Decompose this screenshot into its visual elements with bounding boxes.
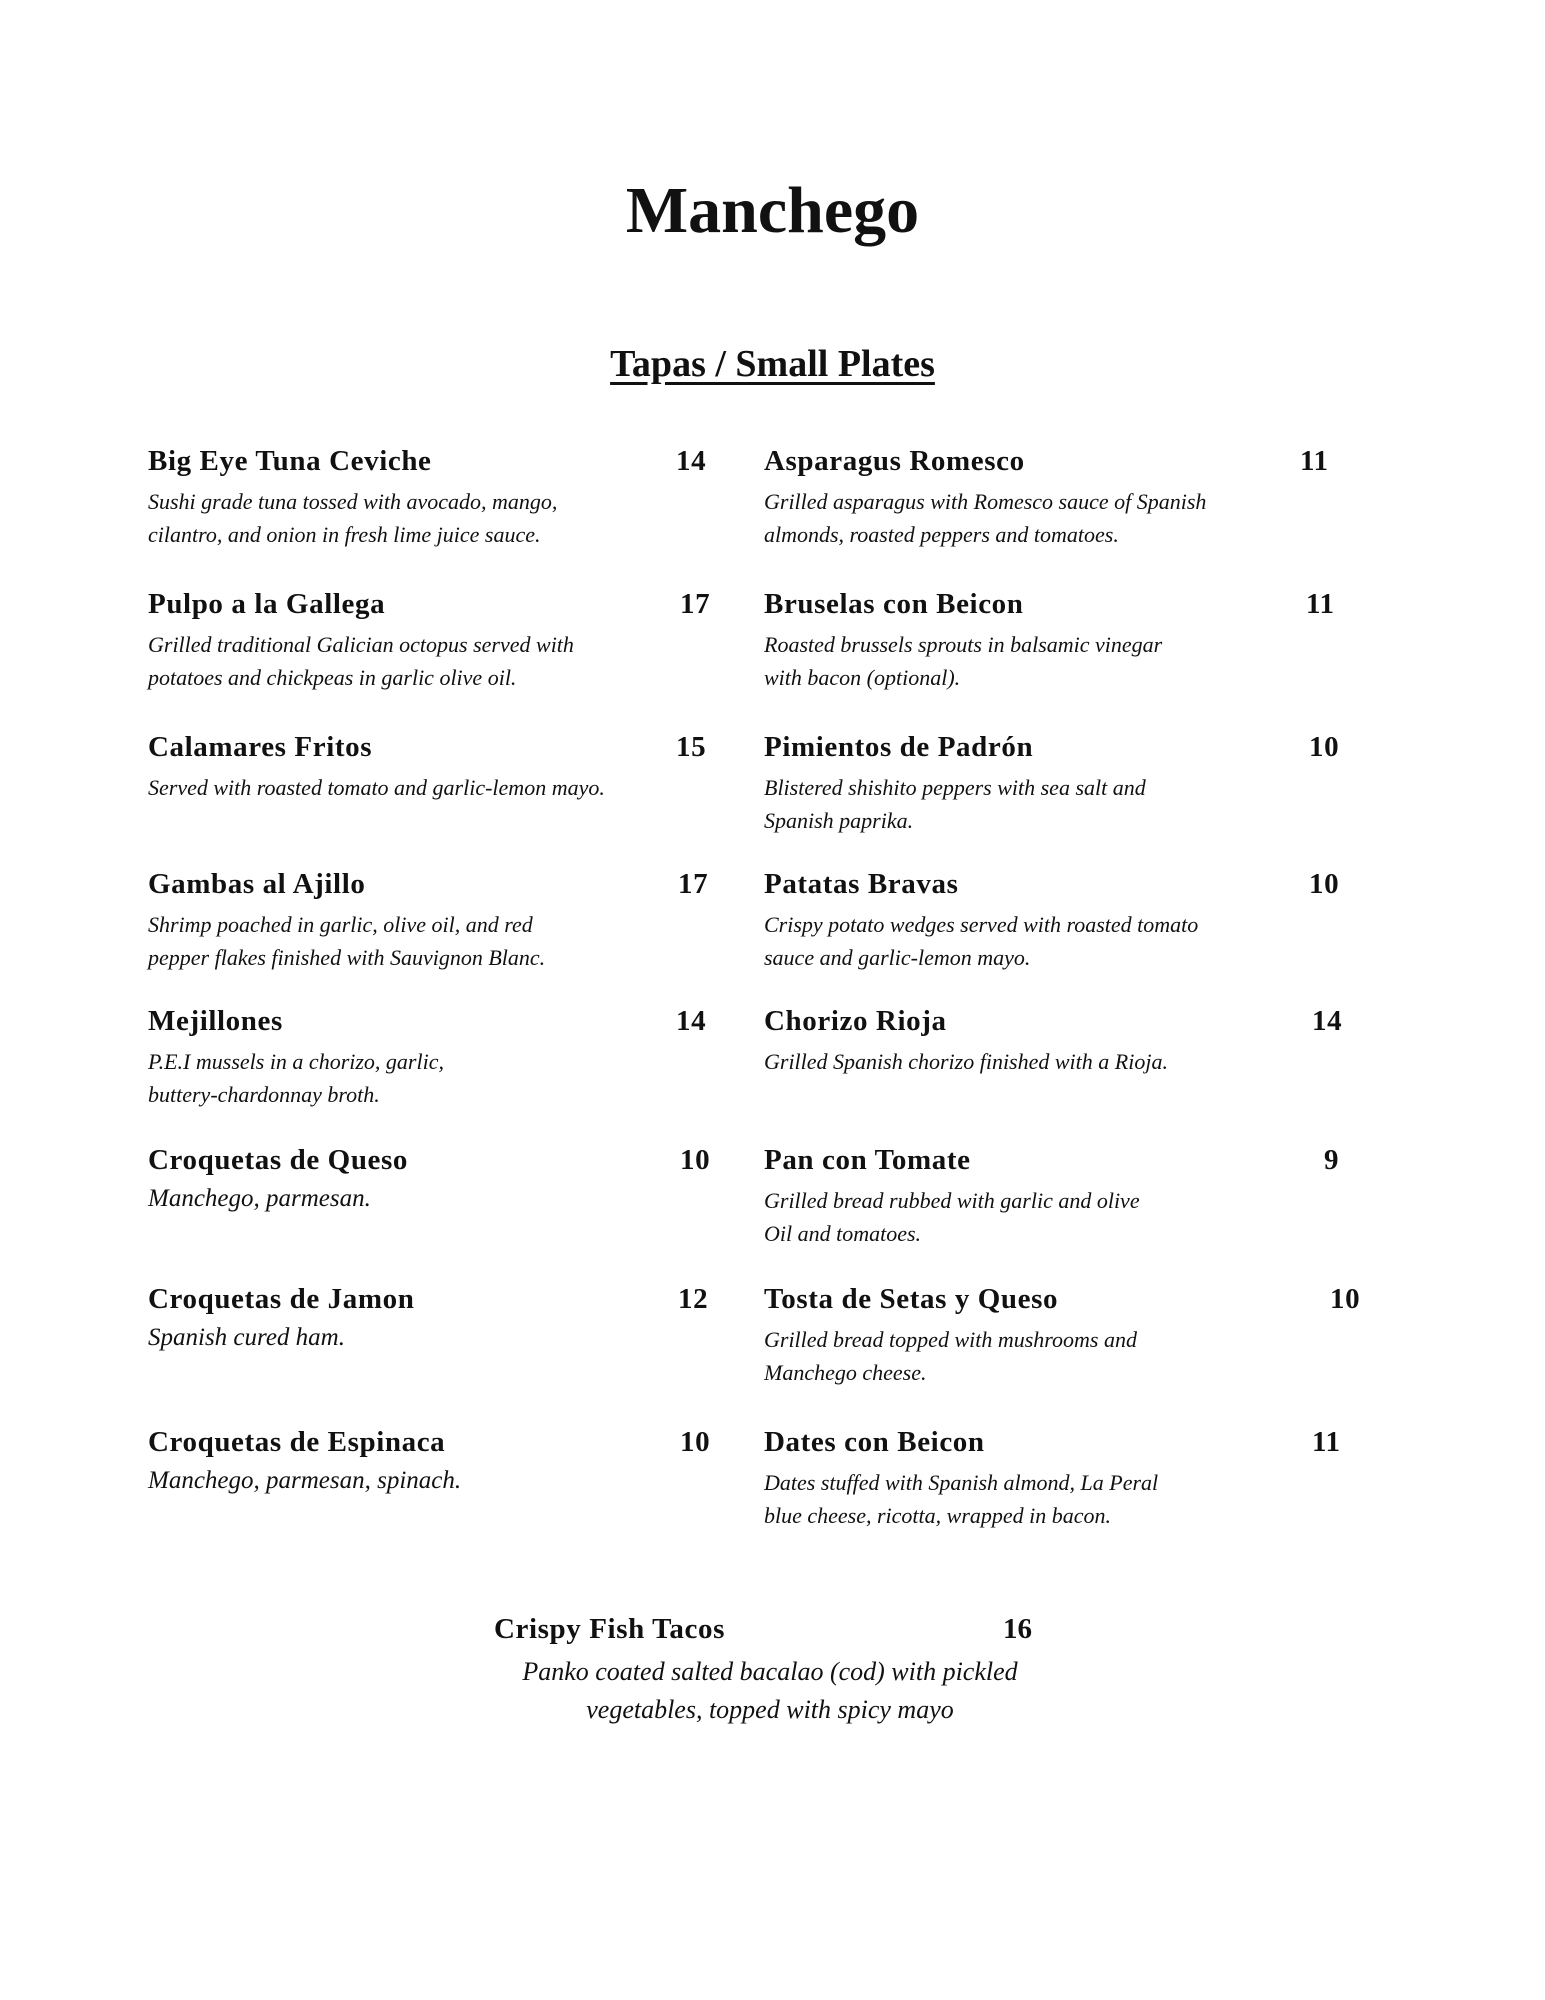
description-line: cilantro, and onion in fresh lime juice sauce. xyxy=(148,522,541,547)
item-name: Chorizo Rioja xyxy=(764,1005,947,1037)
description-line: Dates stuffed with Spanish almond, La Peral xyxy=(764,1470,1159,1495)
item-price: 15 xyxy=(676,731,707,763)
description-line: Grilled asparagus with Romesco sauce of Spanish xyxy=(764,489,1207,514)
description-line: Blistered shishito peppers with sea salt and xyxy=(764,775,1146,800)
description-line: Grilled Spanish chorizo finished with a Rioja. xyxy=(764,1049,1168,1074)
description-line: with bacon (optional). xyxy=(764,665,961,690)
description-line: Grilled bread topped with mushrooms and xyxy=(764,1327,1137,1352)
description-line: Oil and tomatoes. xyxy=(764,1221,922,1246)
item-price: 14 xyxy=(676,1005,707,1037)
description-line: Grilled traditional Galician octopus served with xyxy=(148,632,574,657)
item-description xyxy=(148,908,708,974)
item-price: 14 xyxy=(1312,1005,1343,1037)
item-name: Bruselas con Beicon xyxy=(764,588,1024,620)
item-description xyxy=(764,771,1324,837)
menu-title: Manchego xyxy=(625,174,920,247)
item-name: Calamares Fritos xyxy=(148,731,373,763)
item-name: Gambas al Ajillo xyxy=(148,868,366,900)
item-description xyxy=(764,1045,1324,1078)
item-price: 10 xyxy=(680,1426,711,1458)
item-description xyxy=(148,1045,708,1111)
item-name: Big Eye Tuna Ceviche xyxy=(148,445,432,477)
description-line: almonds, roasted peppers and tomatoes. xyxy=(764,522,1119,547)
item-price: 14 xyxy=(676,445,707,477)
item-price: 11 xyxy=(1300,445,1329,477)
description-line: Spanish paprika. xyxy=(764,808,914,833)
item-price: 12 xyxy=(678,1283,709,1315)
item-price: 10 xyxy=(1309,868,1340,900)
description-line: Spanish cured ham. xyxy=(148,1324,345,1351)
item-name: Patatas Bravas xyxy=(764,868,959,900)
item-price: 11 xyxy=(1312,1426,1341,1458)
description-line: Served with roasted tomato and garlic-lemon mayo. xyxy=(148,775,605,800)
item-description xyxy=(148,771,708,804)
item-name: Tosta de Setas y Queso xyxy=(764,1283,1059,1315)
description-line: Crispy potato wedges served with roasted tomato xyxy=(764,912,1199,937)
item-description xyxy=(764,908,1324,974)
item-name: Asparagus Romesco xyxy=(764,445,1025,477)
description-line: Sushi grade tuna tossed with avocado, mango, xyxy=(148,489,558,514)
item-name: Mejillones xyxy=(148,1005,283,1037)
description-line: Manchego cheese. xyxy=(764,1360,927,1385)
item-description xyxy=(148,1321,708,1354)
item-name: Croquetas de Espinaca xyxy=(148,1426,446,1458)
section-heading: Tapas / Small Plates xyxy=(610,343,935,385)
description-line: P.E.I mussels in a chorizo, garlic, xyxy=(148,1049,444,1074)
description-line: potatoes and chickpeas in garlic olive oil. xyxy=(148,665,517,690)
item-name: Dates con Beicon xyxy=(764,1426,985,1458)
description-line: pepper flakes finished with Sauvignon Blanc. xyxy=(148,945,546,970)
item-description xyxy=(148,1464,708,1497)
item-price: 17 xyxy=(678,868,709,900)
description-line: vegetables, topped with spicy mayo xyxy=(586,1695,954,1724)
item-price: 11 xyxy=(1306,588,1335,620)
item-price: 17 xyxy=(680,588,711,620)
item-description xyxy=(148,1182,708,1215)
item-price: 10 xyxy=(1330,1283,1361,1315)
item-description xyxy=(764,1466,1324,1532)
item-description xyxy=(764,628,1324,694)
description-line: Manchego, parmesan, spinach. xyxy=(148,1467,462,1494)
description-line: Panko coated salted bacalao (cod) with pickled xyxy=(522,1657,1018,1686)
item-price: 10 xyxy=(680,1144,711,1176)
description-line: Shrimp poached in garlic, olive oil, and red xyxy=(148,912,533,937)
item-name: Crispy Fish Tacos xyxy=(494,1613,725,1645)
item-name: Pulpo a la Gallega xyxy=(148,588,386,620)
description-line: Grilled bread rubbed with garlic and olive xyxy=(764,1188,1140,1213)
item-name: Pimientos de Padrón xyxy=(764,731,1034,763)
description-line: sauce and garlic-lemon mayo. xyxy=(764,945,1031,970)
item-description xyxy=(764,1184,1324,1250)
item-description xyxy=(148,628,708,694)
item-name: Pan con Tomate xyxy=(764,1144,971,1176)
description-line: blue cheese, ricotta, wrapped in bacon. xyxy=(764,1503,1112,1528)
item-price: 9 xyxy=(1324,1144,1340,1176)
description-line: Roasted brussels sprouts in balsamic vinegar xyxy=(764,632,1163,657)
item-price: 16 xyxy=(1003,1613,1032,1645)
item-description xyxy=(148,485,708,551)
item-description xyxy=(764,485,1324,551)
item-description xyxy=(764,1323,1324,1389)
item-price: 10 xyxy=(1309,731,1340,763)
item-description xyxy=(440,1653,1100,1729)
description-line: Manchego, parmesan. xyxy=(148,1185,371,1212)
item-name: Croquetas de Jamon xyxy=(148,1283,415,1315)
description-line: buttery-chardonnay broth. xyxy=(148,1082,380,1107)
item-name: Croquetas de Queso xyxy=(148,1144,409,1176)
